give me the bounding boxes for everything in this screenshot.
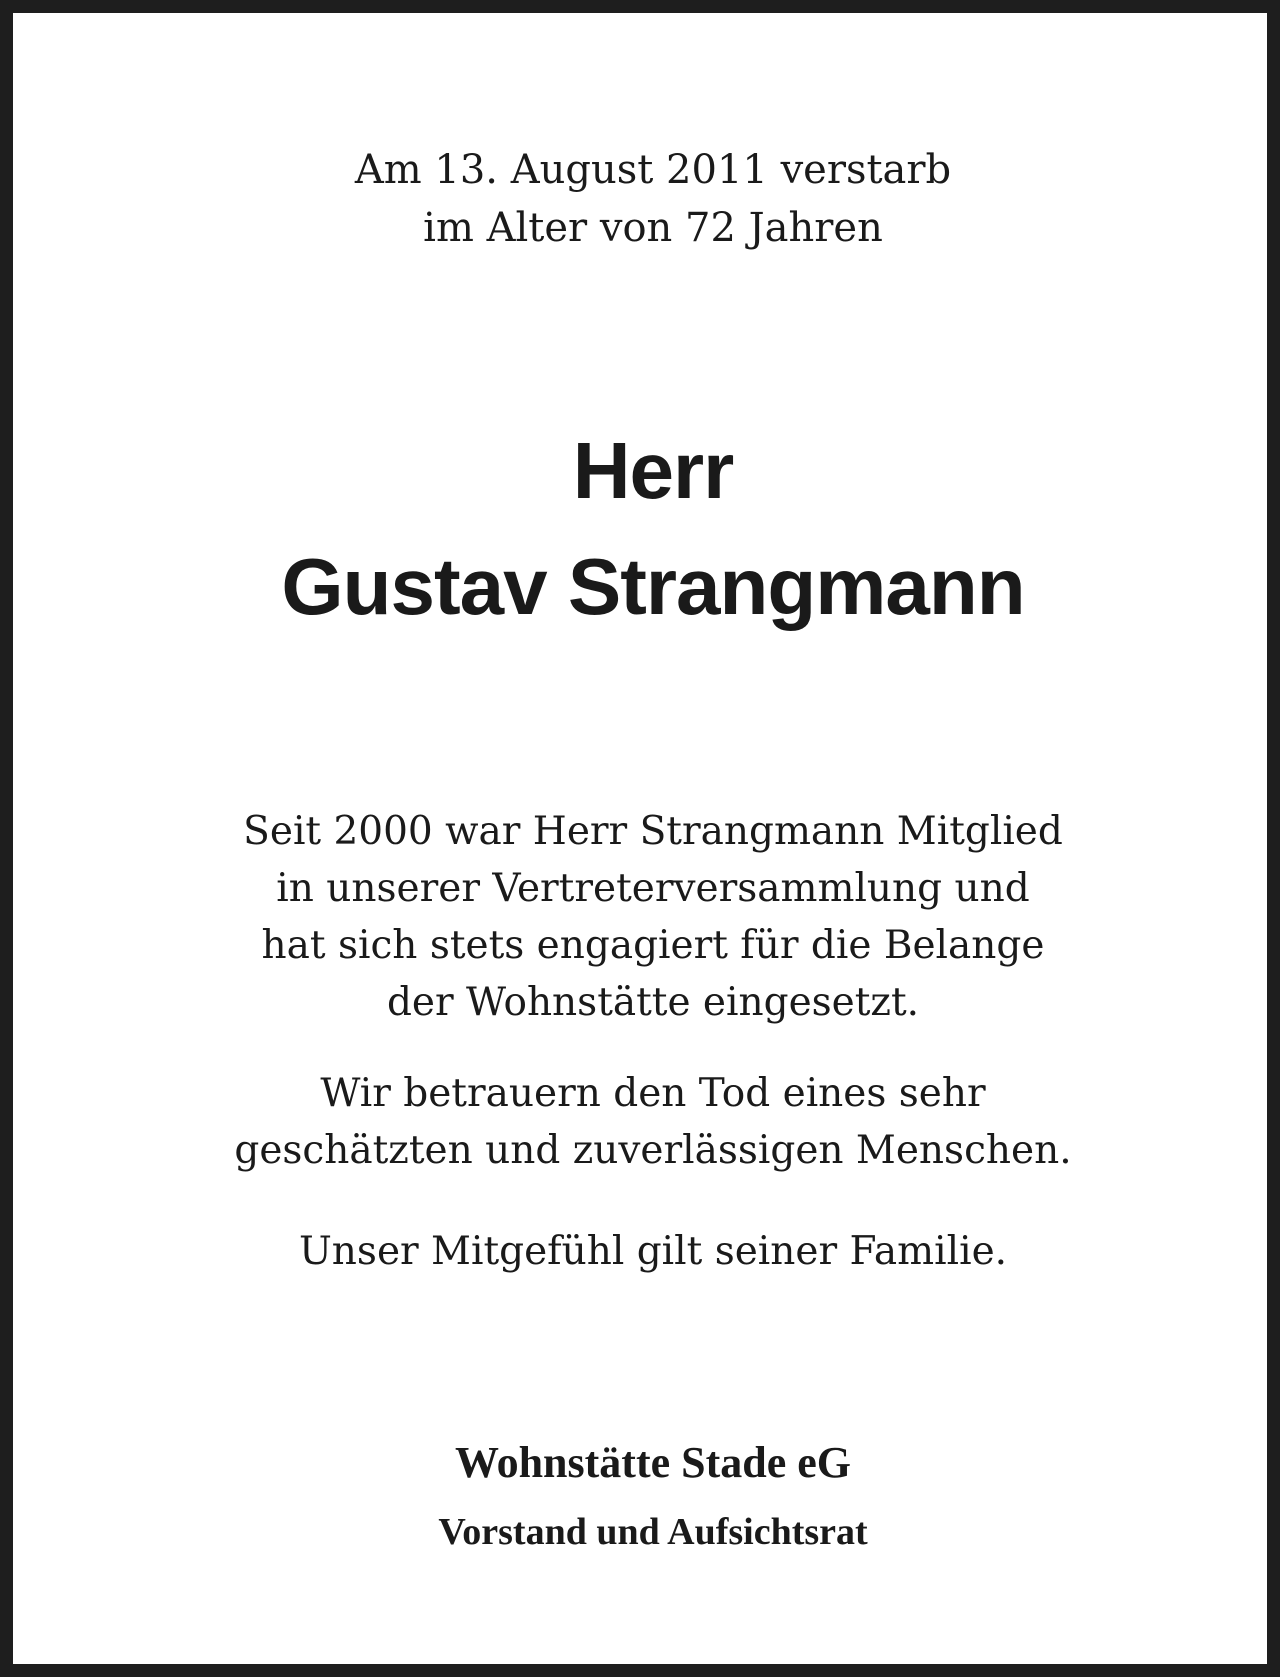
death-announcement: [13, 141, 1280, 257]
announcement-line-date: Am 13. August 2011 verstarb: [354, 147, 952, 193]
tribute-line: hat sich stets engagiert für die Belange: [261, 923, 1045, 968]
tribute-line: Unser Mitgefühl gilt seiner Familie.: [298, 1229, 1008, 1274]
announcement-line-age: im Alter von 72 Jahren: [423, 205, 883, 251]
deceased-full-name: Gustav Strangmann: [281, 542, 1025, 631]
tribute-line: Wir betrauern den Tod eines sehr: [320, 1071, 986, 1116]
tribute-paragraph-membership: [13, 803, 1280, 1031]
signatories: Vorstand und Aufsichtsrat: [438, 1511, 868, 1553]
tribute-line: Seit 2000 war Herr Strangmann Mitglied: [243, 809, 1063, 854]
organization-name: Wohnstätte Stade eG: [455, 1438, 851, 1487]
tribute-paragraph-mourning: [13, 1065, 1280, 1179]
tribute-line: geschätzten und zuverlässigen Menschen.: [234, 1128, 1072, 1173]
tribute-paragraph-condolence: [13, 1223, 1280, 1280]
tribute-line: der Wohnstätte eingesetzt.: [386, 980, 920, 1025]
deceased-title: Herr: [572, 426, 734, 515]
tribute-line: in unserer Vertreterversammlung und: [276, 866, 1030, 911]
deceased-name: [13, 413, 1280, 645]
